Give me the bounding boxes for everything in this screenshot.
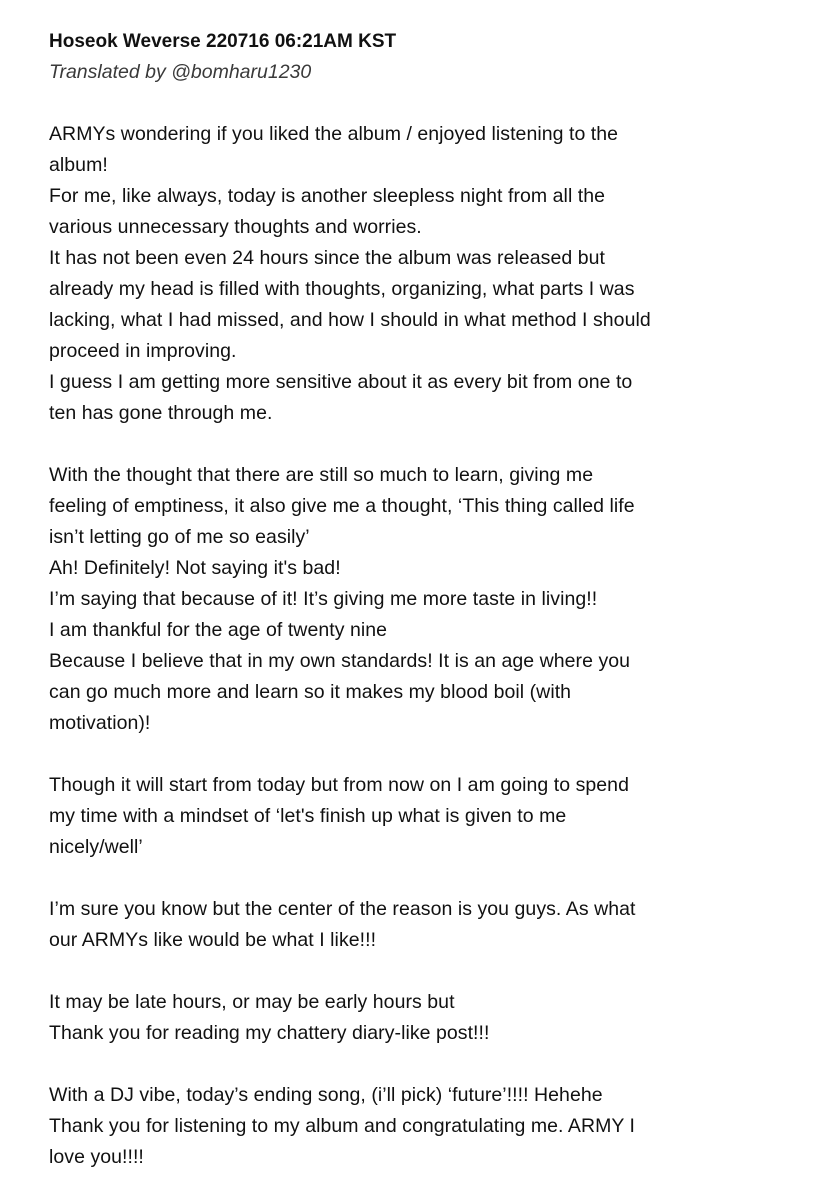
- text-line: I’m sure you know but the center of the reason is you guys. As what: [49, 898, 636, 920]
- text-line: nicely/well’: [49, 836, 143, 858]
- text-line: Though it will start from today but from now on I am going to spend: [49, 774, 629, 796]
- text-line: Because I believe that in my own standards! It is an age where you: [49, 650, 631, 672]
- paragraph-6: [49, 1080, 789, 1173]
- text-line: feeling of emptiness, it also give me a thought, ‘This thing called life: [49, 495, 635, 517]
- text-line: proceed in improving.: [49, 340, 237, 362]
- text-line: Thank you for reading my chattery diary-like post!!!: [49, 1022, 490, 1044]
- paragraph-3: [49, 770, 789, 863]
- paragraph-2: [49, 460, 789, 739]
- document-page: [49, 26, 789, 1204]
- document-title: Hoseok Weverse 220716 06:21AM KST: [49, 31, 397, 52]
- text-line: With the thought that there are still so much to learn, giving me: [49, 464, 594, 486]
- text-line: Thank you for listening to my album and congratulating me. ARMY I: [49, 1115, 636, 1137]
- text-line: It may be late hours, or may be early hours but: [49, 991, 455, 1013]
- text-line: I’m saying that because of it! It’s giving me more taste in living!!: [49, 588, 598, 610]
- translator-credit: Translated by @bomharu1230: [49, 61, 312, 83]
- text-line: can go much more and learn so it makes my blood boil (with: [49, 681, 572, 703]
- text-line: album!: [49, 154, 108, 176]
- text-line: It has not been even 24 hours since the album was released but: [49, 247, 605, 269]
- paragraph-4: [49, 894, 789, 956]
- text-line: our ARMYs like would be what I like!!!: [49, 929, 377, 951]
- text-line: I guess I am getting more sensitive about it as every bit from one to: [49, 371, 633, 393]
- text-line: already my head is filled with thoughts, organizing, what parts I was: [49, 278, 635, 300]
- paragraph-1: [49, 119, 789, 429]
- text-line: lacking, what I had missed, and how I should in what method I should: [49, 309, 651, 331]
- text-line: various unnecessary thoughts and worries.: [49, 216, 422, 238]
- text-line: Ah! Definitely! Not saying it's bad!: [49, 557, 341, 579]
- paragraph-5: [49, 987, 789, 1049]
- text-line: ARMYs wondering if you liked the album / enjoyed listening to the: [49, 123, 619, 145]
- text-line: ten has gone through me.: [49, 402, 273, 424]
- text-line: I am thankful for the age of twenty nine: [49, 619, 388, 641]
- text-line: love you!!!!: [49, 1146, 144, 1168]
- text-line: isn’t letting go of me so easily’: [49, 526, 310, 548]
- text-line: With a DJ vibe, today’s ending song, (i’ll pick) ‘future’!!!! Hehehe: [49, 1084, 603, 1106]
- text-line: motivation)!: [49, 712, 151, 734]
- text-line: For me, like always, today is another sleepless night from all the: [49, 185, 606, 207]
- text-line: my time with a mindset of ‘let's finish up what is given to me: [49, 805, 567, 827]
